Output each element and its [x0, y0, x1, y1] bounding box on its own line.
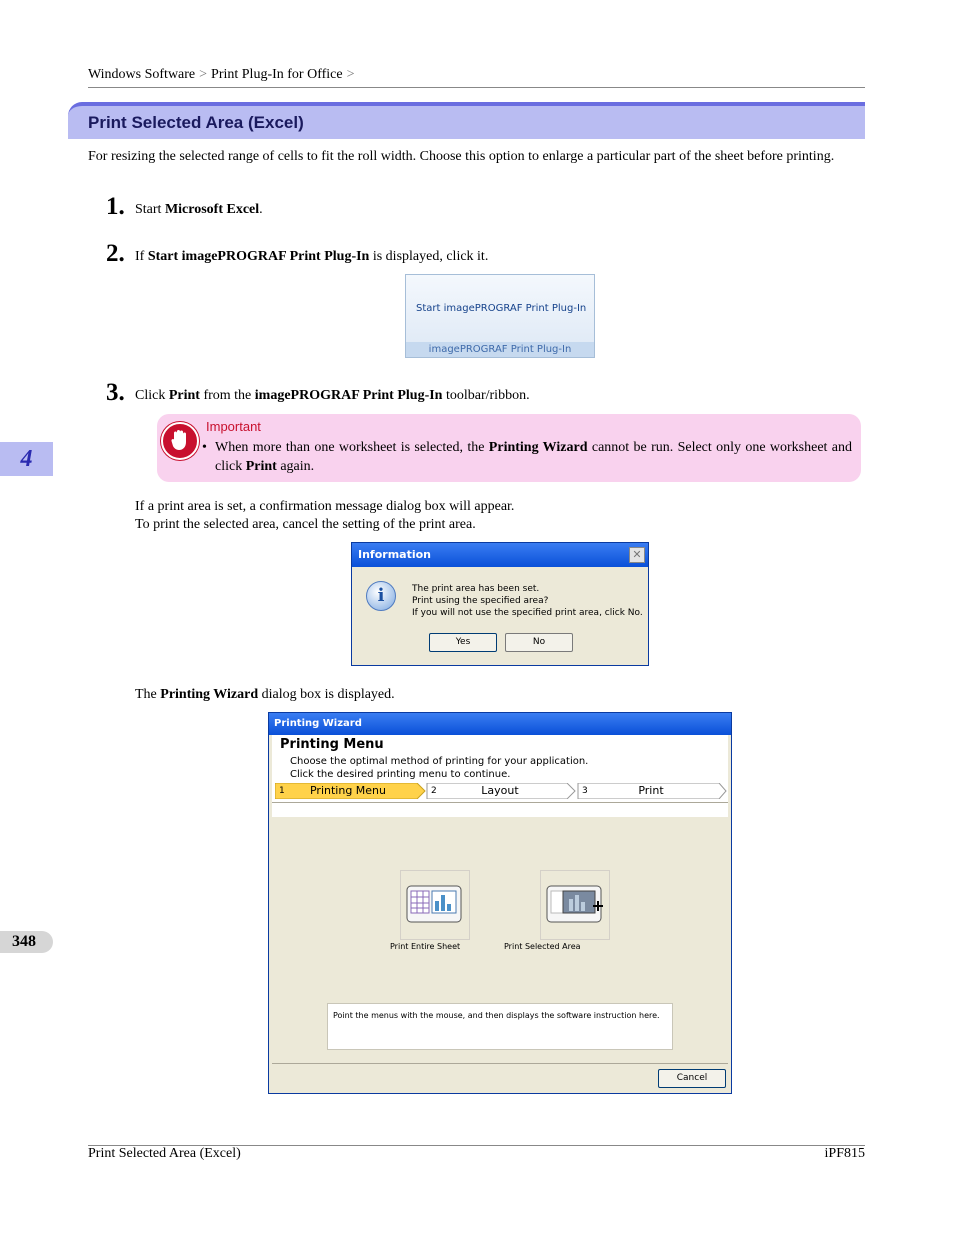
dialog-message: [412, 583, 643, 619]
wizard-step-label: Layout: [481, 784, 519, 797]
note-bold: Printing Wizard: [160, 687, 259, 702]
important-bold: Print: [245, 459, 277, 474]
bullet: •: [202, 440, 207, 455]
wizard-step-label: Printing Menu: [309, 784, 386, 797]
wizard-divider: [272, 1063, 728, 1064]
important-body: cannot be run. Select only one worksheet and click: [215, 440, 852, 474]
note-line: To print the selected area, cancel the setting of the print area.: [135, 517, 476, 532]
important-body: again.: [276, 459, 315, 474]
step-number: 2.: [106, 240, 125, 267]
entire-sheet-icon: [401, 871, 469, 939]
wizard-title: Printing Wizard: [274, 718, 362, 729]
wizard-titlebar: [269, 713, 731, 735]
print-entire-sheet-label: Print Entire Sheet: [390, 942, 461, 951]
step-2: [106, 240, 125, 268]
start-plugin-button[interactable]: Start imagePROGRAF Print Plug-In: [416, 303, 587, 314]
step-number: 1.: [106, 193, 125, 220]
step-1-text: [135, 202, 263, 218]
step-number: 3.: [106, 379, 125, 406]
wizard-description: [290, 755, 588, 781]
print-selected-area-label: Print Selected Area: [504, 942, 581, 951]
important-text: [202, 438, 852, 476]
information-dialog: [351, 542, 649, 666]
stop-hand-icon: [161, 422, 199, 460]
note-print-area: [135, 498, 514, 534]
important-body: When more than one worksheet is selected, the: [215, 440, 489, 455]
step-bold: imagePROGRAF Print Plug-In: [254, 388, 443, 403]
step-bold: Microsoft Excel: [164, 202, 260, 217]
wizard-step-number: 2: [431, 786, 437, 796]
wizard-step-number: 1: [279, 786, 285, 796]
breadcrumb-separator: >: [346, 67, 355, 82]
important-bold: Printing Wizard: [488, 440, 588, 455]
step-text: Click: [135, 388, 169, 403]
wizard-header: [272, 735, 728, 817]
section-title: Print Selected Area (Excel): [88, 113, 304, 132]
note-text: dialog box is displayed.: [258, 687, 395, 702]
yes-button[interactable]: Yes: [429, 633, 497, 652]
print-selected-area-option[interactable]: [540, 870, 610, 940]
wizard-info-box: Point the menus with the mouse, and then displays the software instruction here.: [327, 1003, 673, 1050]
step-bold: Start imagePROGRAF Print Plug-In: [147, 249, 370, 264]
note-wizard: [135, 686, 395, 704]
header-rule: [88, 87, 865, 88]
breadcrumb-windows-software[interactable]: Windows Software: [88, 67, 196, 82]
no-button[interactable]: No: [505, 633, 573, 652]
step-text: If: [135, 249, 148, 264]
wizard-step-label: Print: [638, 784, 664, 797]
important-label: Important: [206, 419, 261, 434]
dialog-title: Information: [358, 548, 431, 561]
info-icon: i: [366, 581, 396, 611]
intro-paragraph: For resizing the selected range of cells to fit the roll width. Choose this option to enlarge a particular part of the sheet before printing.: [88, 149, 835, 164]
step-bold: Print: [168, 388, 200, 403]
printing-wizard-dialog: [268, 712, 732, 1094]
footer-model: iPF815: [824, 1146, 865, 1161]
dialog-message-line: Print using the specified area?: [412, 596, 549, 606]
step-text: from the: [199, 388, 255, 403]
step-1: [106, 193, 125, 221]
wizard-step-print: [578, 783, 724, 799]
step-text: is displayed, click it.: [369, 249, 489, 264]
selected-area-icon: [541, 871, 609, 939]
dialog-titlebar: [352, 543, 648, 567]
footer-section-title: Print Selected Area (Excel): [88, 1146, 241, 1161]
wizard-divider: [272, 802, 728, 803]
close-icon[interactable]: ✕: [629, 547, 645, 563]
step-text: .: [259, 202, 263, 217]
breadcrumb-print-plugin[interactable]: Print Plug-In for Office: [211, 67, 343, 82]
step-2-text: [135, 249, 488, 265]
breadcrumb: [88, 67, 359, 83]
dialog-message-line: If you will not use the specified print area, click No.: [412, 608, 643, 618]
step-3: [106, 379, 125, 407]
chapter-number: 4: [20, 446, 33, 472]
wizard-description-line: Click the desired printing menu to continue.: [290, 769, 511, 780]
ribbon-screenshot: [405, 274, 595, 358]
wizard-step-printing-menu: [275, 783, 421, 799]
breadcrumb-separator: >: [199, 67, 208, 82]
cancel-button[interactable]: Cancel: [658, 1069, 726, 1088]
step-text: Start: [135, 202, 165, 217]
step-text: toolbar/ribbon.: [442, 388, 530, 403]
wizard-description-line: Choose the optimal method of printing for your application.: [290, 756, 589, 767]
dialog-message-line: The print area has been set.: [412, 584, 540, 594]
wizard-heading: Printing Menu: [280, 737, 384, 752]
note-text: The: [135, 687, 161, 702]
wizard-step-number: 3: [582, 786, 588, 796]
wizard-step-layout: [427, 783, 573, 799]
ribbon-group-label: imagePROGRAF Print Plug-In: [406, 342, 594, 357]
page-number: 348: [12, 933, 36, 950]
print-entire-sheet-option[interactable]: [400, 870, 470, 940]
step-3-text: [135, 388, 530, 404]
note-line: If a print area is set, a confirmation message dialog box will appear.: [135, 499, 515, 514]
